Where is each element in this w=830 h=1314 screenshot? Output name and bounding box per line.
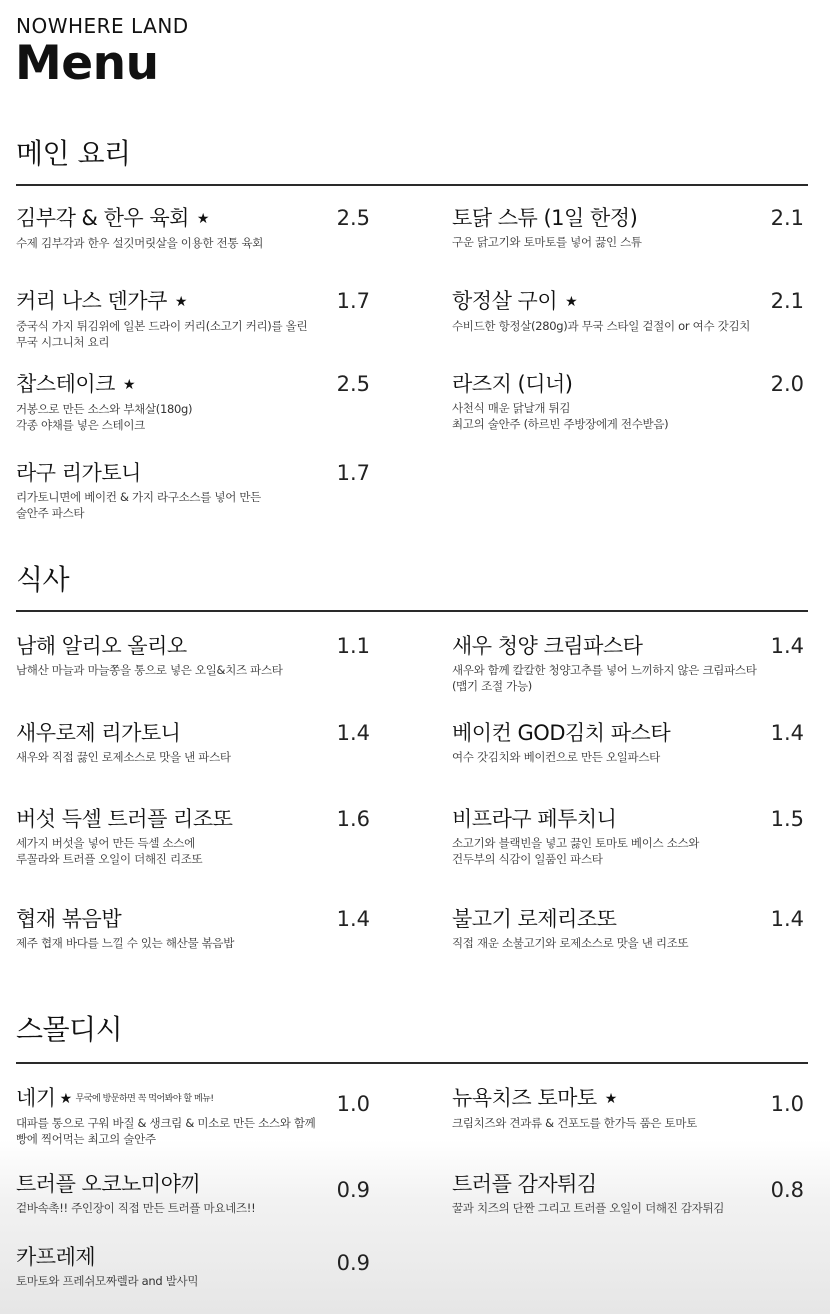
menu-item-price: 1.7 — [336, 461, 370, 485]
menu-item-description: 수비드한 항정살(280g)과 무국 스타일 겉절이 or 여수 갓김치 — [452, 319, 751, 333]
section-divider — [16, 184, 808, 186]
menu-item-description: 토마토와 프레쉬모짜렐라 and 발사믹 — [16, 1274, 199, 1288]
menu-item-price: 1.4 — [770, 634, 804, 658]
item-note: 무국에 방문하면 꼭 먹어봐야 할 메뉴! — [75, 1094, 214, 1104]
section-divider — [16, 610, 808, 612]
menu-item-price: 1.4 — [770, 907, 804, 931]
menu-item-name: 협재 볶음밥 — [16, 907, 122, 931]
menu-item-name: 카프레제 — [16, 1245, 96, 1269]
menu-item-description: 제주 협재 바다를 느낄 수 있는 해산물 볶음밥 — [16, 936, 235, 950]
menu-item-price: 1.5 — [770, 807, 804, 831]
brand-name: NOWHERE LAND — [16, 14, 189, 38]
star-icon: ★ — [565, 294, 578, 310]
menu-item-price: 1.4 — [336, 907, 370, 931]
menu-item-price: 0.9 — [336, 1251, 370, 1275]
menu-item-description: 리가토니면에 베이컨 & 가지 라구소스를 넣어 만든 술안주 파스타 — [16, 490, 261, 520]
star-icon: ★ — [196, 211, 209, 227]
menu-item-description: 구운 닭고기와 토마토를 넣어 끓인 스튜 — [452, 235, 642, 249]
menu-item-name: 라구 리가토니 — [16, 461, 141, 485]
menu-item-price: 1.0 — [336, 1092, 370, 1116]
menu-item-name: 김부각 & 한우 육회 ★ — [16, 206, 209, 230]
section-title-main: 메인 요리 — [16, 137, 131, 170]
menu-item-description: 소고기와 블랙빈을 넣고 끓인 토마토 베이스 소스와 건두부의 식감이 일품인 파스타 — [452, 836, 700, 866]
menu-item-name: 불고기 로제리조또 — [452, 907, 617, 931]
menu-item-description: 중국식 가지 튀김위에 일본 드라이 커리(소고기 커리)를 올린 무국 시그니처 요리 — [16, 319, 308, 349]
section-title-small-dish: 스몰디시 — [16, 1013, 123, 1046]
page-title: Menu — [15, 36, 159, 91]
menu-item-name: 버섯 득셀 트러플 리조또 — [16, 807, 233, 831]
menu-item-price: 1.7 — [336, 289, 370, 313]
menu-item-price: 1.6 — [336, 807, 370, 831]
star-icon: ★ — [174, 294, 187, 310]
star-icon: ★ — [59, 1091, 72, 1107]
menu-item-description: 남해산 마늘과 마늘쫑을 통으로 넣은 오일&치즈 파스타 — [16, 663, 283, 677]
menu-item-description: 거봉으로 만든 소스와 부채살(180g) 각종 야채를 넣은 스테이크 — [16, 402, 193, 432]
menu-item-name: 뉴욕치즈 토마토 ★ — [452, 1086, 617, 1110]
star-icon: ★ — [604, 1091, 617, 1107]
menu-item-name: 라즈지 (디너) — [452, 372, 573, 396]
menu-item-name: 트러플 감자튀김 — [452, 1172, 597, 1196]
menu-item-name: 찹스테이크 ★ — [16, 372, 135, 396]
menu-item-description: 크림치즈와 견과류 & 건포도를 한가득 품은 토마토 — [452, 1116, 697, 1130]
menu-item-description: 대파를 통으로 구워 바질 & 생크림 & 미소로 만든 소스와 함께 빵에 찍어먹는 최고의 술안주 — [16, 1116, 316, 1146]
menu-item-name: 새우로제 리가토니 — [16, 721, 181, 745]
menu-item-name: 베이컨 GOD김치 파스타 — [452, 721, 671, 745]
menu-item-description: 직접 재운 소불고기와 로제소스로 맛을 낸 리조또 — [452, 936, 689, 950]
menu-item-description: 새우와 함께 칼칼한 청양고추를 넣어 느끼하지 않은 크림파스타 (맵기 조절 가능) — [452, 663, 757, 693]
menu-item-price: 2.1 — [770, 206, 804, 230]
menu-item-name: 트러플 오코노미야끼 — [16, 1172, 201, 1196]
menu-item-price: 2.5 — [336, 206, 370, 230]
menu-item-price: 2.1 — [770, 289, 804, 313]
section-divider — [16, 1062, 808, 1064]
section-title-meals: 식사 — [16, 563, 70, 596]
menu-item-name: 항정살 구이 ★ — [452, 289, 578, 313]
menu-item-name: 새우 청양 크림파스타 — [452, 634, 643, 658]
menu-item-description: 사천식 매운 닭날개 튀김 최고의 술안주 (하르빈 주방장에게 전수받음) — [452, 401, 669, 431]
menu-item-price: 1.1 — [336, 634, 370, 658]
menu-item-name: 네기 ★ 무국에 방문하면 꼭 먹어봐야 할 메뉴! — [16, 1086, 214, 1110]
menu-item-description: 겉바속촉!! 주인장이 직접 만든 트러플 마요네즈!! — [16, 1201, 256, 1215]
menu-item-description: 여수 갓김치와 베이컨으로 만든 오일파스타 — [452, 750, 660, 764]
menu-item-description: 수제 김부각과 한우 설깃머릿살을 이용한 전통 육회 — [16, 236, 264, 250]
menu-item-price: 2.0 — [770, 372, 804, 396]
menu-item-name: 비프라구 페투치니 — [452, 807, 617, 831]
menu-item-price: 1.4 — [770, 721, 804, 745]
menu-item-name: 커리 나스 덴가쿠 ★ — [16, 289, 187, 313]
menu-item-price: 2.5 — [336, 372, 370, 396]
menu-item-price: 1.4 — [336, 721, 370, 745]
menu-item-description: 새우와 직접 끓인 로제소스로 맛을 낸 파스타 — [16, 750, 231, 764]
menu-item-name: 토닭 스튜 (1일 한정) — [452, 206, 638, 230]
menu-item-price: 0.9 — [336, 1178, 370, 1202]
menu-item-price: 0.8 — [770, 1178, 804, 1202]
menu-item-name: 남해 알리오 올리오 — [16, 634, 187, 658]
menu-item-price: 1.0 — [770, 1092, 804, 1116]
menu-item-description: 꿀과 치즈의 단짠 그리고 트러플 오일이 더해진 감자튀김 — [452, 1201, 725, 1215]
star-icon: ★ — [122, 377, 135, 393]
menu-item-description: 세가지 버섯을 넣어 만든 득셀 소스에 루꼴라와 트러플 오일이 더해진 리조또 — [16, 836, 203, 866]
